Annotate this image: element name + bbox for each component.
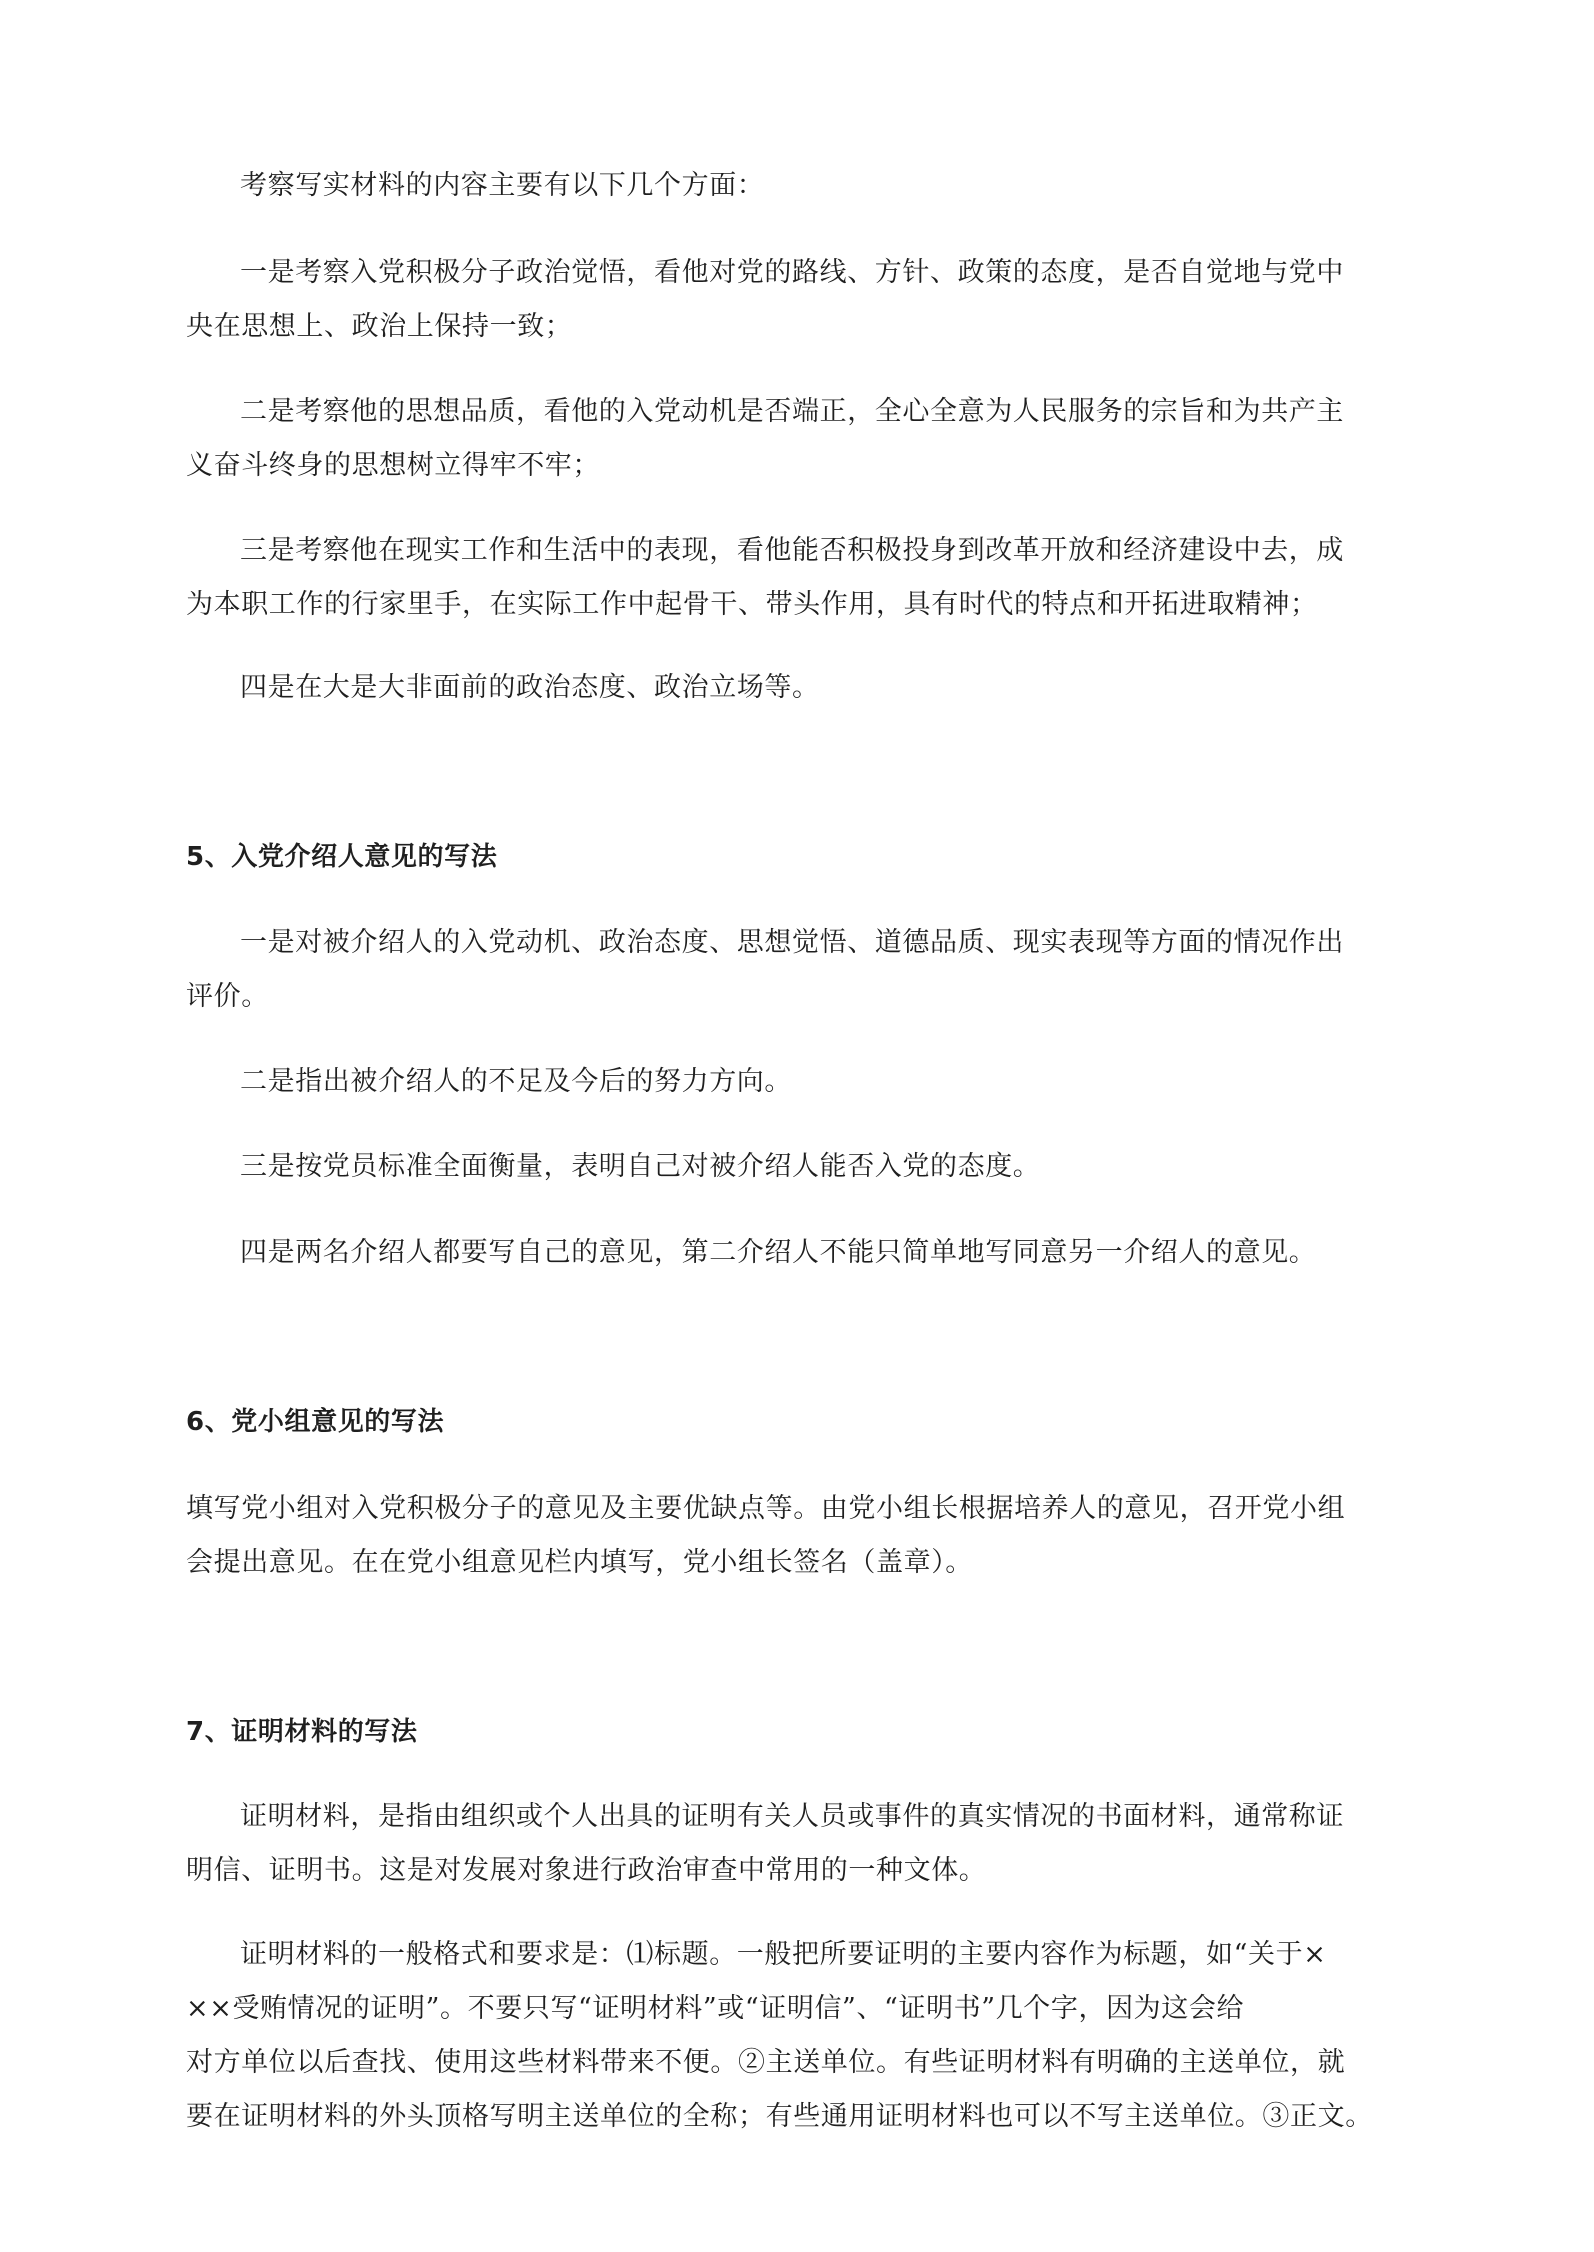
intro-paragraph-line: 四是在大是大非面前的政治态度、政治立场等。 [240, 672, 820, 703]
section-6-line: 填写党小组对入党积极分子的意见及主要优缺点等。由党小组长根据培养人的意见，召开党小组 [186, 1493, 1346, 1524]
intro-paragraph-line: 义奋斗终身的思想树立得牢不牢； [186, 450, 600, 481]
section-7-line: 明信、证明书。这是对发展对象进行政治审查中常用的一种文体。 [186, 1855, 987, 1886]
section-7-line: 证明材料，是指由组织或个人出具的证明有关人员或事件的真实情况的书面材料，通常称证 [240, 1801, 1344, 1832]
intro-paragraph-line: 考察写实材料的内容主要有以下几个方面： [240, 170, 765, 201]
intro-paragraph-line: 央在思想上、政治上保持一致； [186, 311, 573, 342]
section-5-line: 二是指出被介绍人的不足及今后的努力方向。 [240, 1066, 792, 1097]
section-5-line: 评价。 [186, 981, 269, 1012]
section-7-line: 对方单位以后查找、使用这些材料带来不便。②主送单位。有些证明材料有明确的主送单位，就 [186, 2047, 1346, 2078]
section-6-heading: 6、党小组意见的写法 [186, 1407, 445, 1437]
section-6-line: 会提出意见。在在党小组意见栏内填写，党小组长签名（盖章）。 [186, 1547, 973, 1578]
section-5-line: 一是对被介绍人的入党动机、政治态度、思想觉悟、道德品质、现实表现等方面的情况作出 [240, 927, 1344, 958]
section-7-line: 要在证明材料的外头顶格写明主送单位的全称；有些通用证明材料也可以不写主送单位。③正文。 [186, 2101, 1373, 2132]
section-5-heading: 5、入党介绍人意见的写法 [186, 842, 498, 872]
section-7-heading: 7、证明材料的写法 [186, 1717, 418, 1747]
section-7-line: 证明材料的一般格式和要求是：⑴标题。一般把所要证明的主要内容作为标题，如“关于× [240, 1939, 1327, 1970]
intro-paragraph-line: 为本职工作的行家里手，在实际工作中起骨干、带头作用，具有时代的特点和开拓进取精神； [186, 589, 1318, 620]
intro-paragraph-line: 三是考察他在现实工作和生活中的表现，看他能否积极投身到改革开放和经济建设中去，成 [240, 535, 1344, 566]
section-5-line: 四是两名介绍人都要写自己的意见，第二介绍人不能只简单地写同意另一介绍人的意见。 [240, 1237, 1317, 1268]
intro-paragraph-line: 二是考察他的思想品质，看他的入党动机是否端正，全心全意为人民服务的宗旨和为共产主 [240, 396, 1344, 427]
section-5-line: 三是按党员标准全面衡量，表明自己对被介绍人能否入党的态度。 [240, 1151, 1041, 1182]
intro-paragraph-line: 一是考察入党积极分子政治觉悟，看他对党的路线、方针、政策的态度，是否自觉地与党中 [240, 257, 1344, 288]
section-7-line: ××受贿情况的证明”。不要只写“证明材料”或“证明信”、“证明书”几个字，因为这会给 [186, 1993, 1245, 2024]
